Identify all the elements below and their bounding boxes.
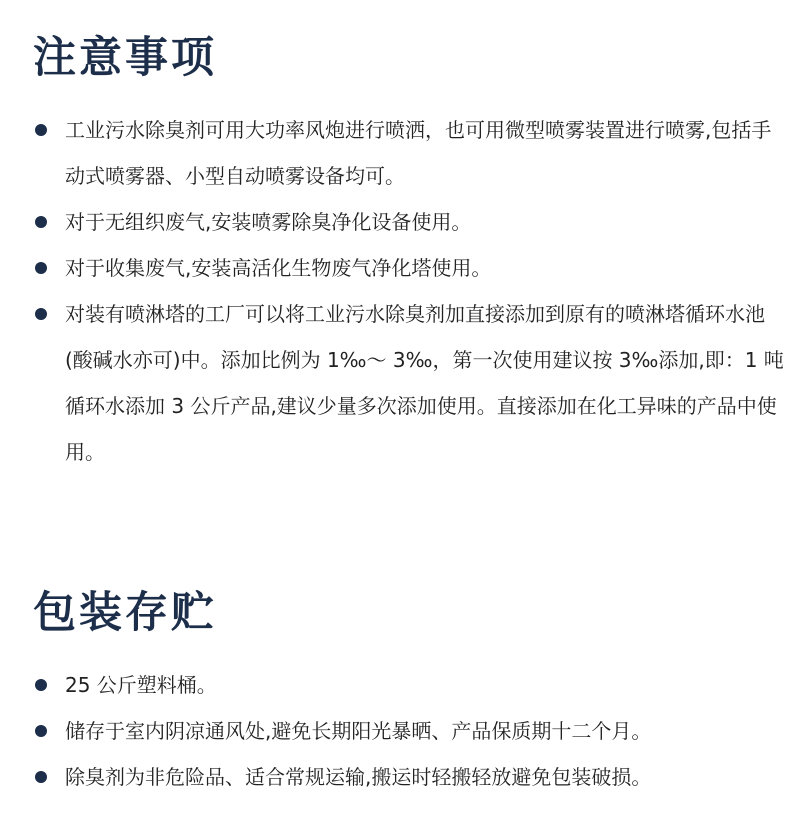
bullet-dot-icon [35,308,47,320]
list-item-text: 除臭剂为非危险品、适合常规运输,搬运时轻搬轻放避免包装破损。 [65,765,652,789]
list-item-text: 对于无组织废气,安装喷雾除臭净化设备使用。 [65,210,472,234]
list-item-text: 储存于室内阴凉通风处,避免长期阳光暴晒、产品保质期十二个月。 [65,719,652,743]
bullet-dot-icon [35,124,47,136]
bullet-dot-icon [35,262,47,274]
bullet-dot-icon [35,725,47,737]
packaging-section-title: 包装存贮 [33,588,217,638]
list-item-text: 对装有喷淋塔的工厂可以将工业污水除臭剂加直接添加到原有的喷淋塔循环水池(酸碱水亦可)中。添加比例为 1‰～ 3‰，第一次使用建议按 3‰添加,即：1 吨循环水添加 3 公斤产品,建议少量多次添加使用。直接添加在化工异味的产品中使用。 [65,302,784,464]
list-item-text: 对于收集废气,安装高活化生物废气净化塔使用。 [65,256,492,280]
bullet-dot-icon [35,771,47,783]
list-item [0,199,800,245]
list-item [0,291,800,475]
notes-list [0,107,800,475]
list-item-text: 25 公斤塑料桶。 [65,673,217,697]
list-item [0,245,800,291]
list-item [0,107,800,199]
list-item [0,754,800,800]
bullet-dot-icon [35,679,47,691]
bullet-dot-icon [35,216,47,228]
packaging-list [0,662,800,800]
notes-section-title: 注意事项 [33,33,217,83]
list-item [0,662,800,708]
list-item-text: 工业污水除臭剂可用大功率风炮进行喷洒，也可用微型喷雾装置进行喷雾,包括手动式喷雾器、小型自动喷雾设备均可。 [65,118,772,188]
list-item [0,708,800,754]
